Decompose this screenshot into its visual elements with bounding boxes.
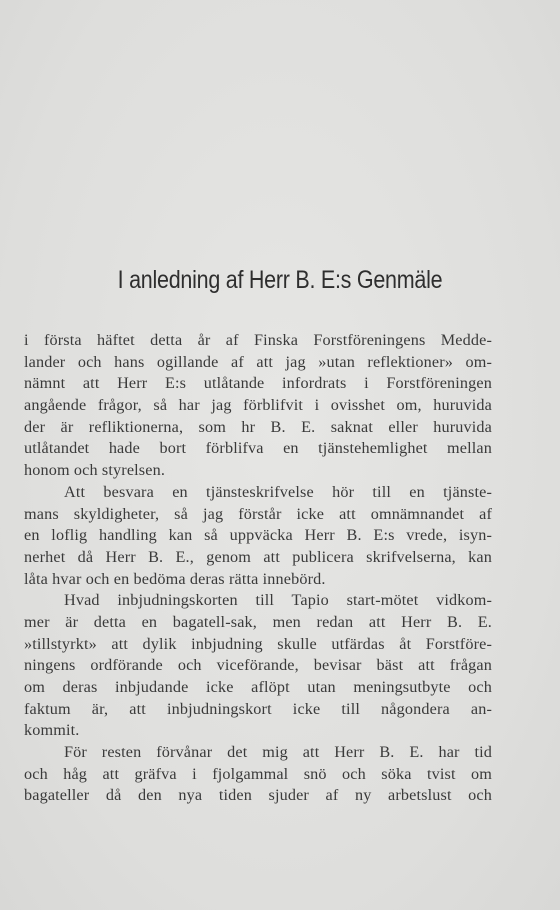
text-line: och håg att gräfva i fjolgammal snö och söka tvist om xyxy=(24,764,492,783)
text-line: Att besvara en tjänsteskrifvelse hör till en tjänste- xyxy=(64,482,492,501)
text-line: der är refliktionerna, som hr B. E. saknat eller huruvida xyxy=(24,417,492,436)
text-line: i första häftet detta år af Finska Forstföreningens Medde- xyxy=(24,331,492,349)
text-line: För resten förvånar det mig att Herr B. E. har tid xyxy=(64,743,492,762)
text-line: mer är detta en bagatell-sak, men redan att Herr B. E. xyxy=(24,612,492,631)
text-line: honom och styrelsen. xyxy=(24,461,166,480)
text-line: ningens ordförande och viceförande, bevisar bäst att frågan xyxy=(24,656,492,675)
text-line: mans skyldigheter, så jag förstår icke att omnämnandet af xyxy=(24,504,492,523)
text-line: en loflig handling kan så uppväcka Herr B. E:s vrede, isyn- xyxy=(24,526,492,545)
text-line: nerhet då Herr B. E., genom att publicera skrifvelserna, kan xyxy=(24,547,492,566)
text-line: faktum är, att inbjudningskort icke till någondera an- xyxy=(24,699,492,718)
text-line: bagateller då den nya tiden sjuder af ny arbetslust och xyxy=(24,786,492,805)
text-line: angående frågor, så har jag förblifvit i ovisshet om, huruvida xyxy=(24,396,492,415)
text-line: om deras inbjudande icke aflöpt utan meningsutbyte och xyxy=(24,678,492,696)
page-heading: I anledning af Herr B. E:s Genmäle xyxy=(117,266,443,294)
text-line: låta hvar och en bedöma deras rätta innebörd. xyxy=(24,569,326,588)
text-line: Hvad inbjudningskorten till Tapio start-mötet vidkom- xyxy=(64,591,492,610)
body-text xyxy=(24,330,492,807)
text-line: nämnt att Herr E:s utlåtande infordrats i Forstföreningen xyxy=(24,374,492,393)
text-line: kommit. xyxy=(24,721,80,740)
text-line: lander och hans ogillande af att jag »utan reflektioner» om- xyxy=(24,352,492,371)
text-line: »tillstyrkt» att dylik inbjudning skulle utfärdas åt Forstföre- xyxy=(24,634,492,653)
text-line: utlåtandet hade bort förblifva en tjänstehemlighet mellan xyxy=(24,439,492,458)
